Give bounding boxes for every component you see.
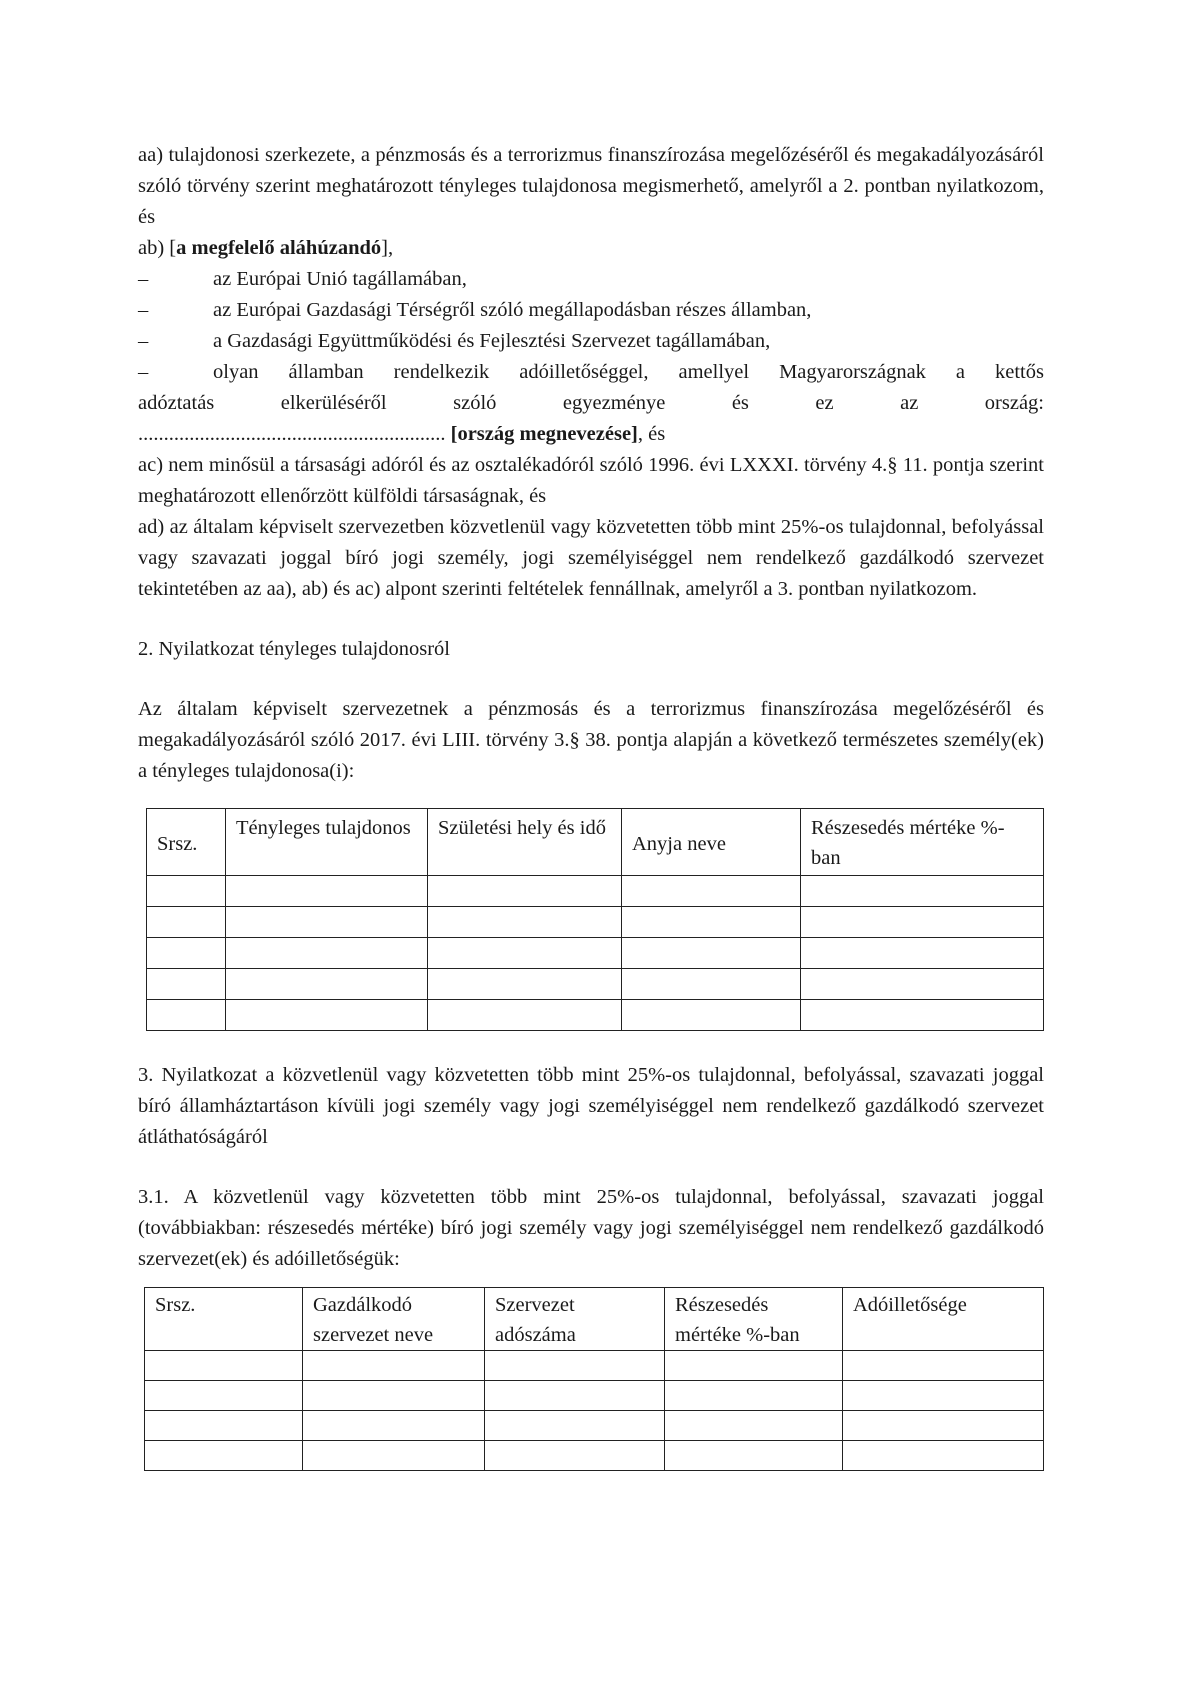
table-cell[interactable]: [147, 876, 226, 907]
table-cell[interactable]: [485, 1351, 665, 1381]
table-header-cell: Szervezet adószáma: [485, 1288, 665, 1351]
table-cell[interactable]: [303, 1381, 485, 1411]
table-cell[interactable]: [145, 1411, 303, 1441]
table-cell[interactable]: [843, 1381, 1044, 1411]
table-row: [145, 1441, 1044, 1471]
table-cell[interactable]: [428, 969, 622, 1000]
list-item: [138, 295, 1044, 326]
section-3-heading: 3. Nyilatkozat a közvetlenül vagy közvetetten több mint 25%-os tulajdonnal, befolyással, szavazati joggal bíró államháztartáson kívüli jogi személy vagy jogi személyiséggel nem rendelkező gazdálkodó szervezet átláthatóságáról: [138, 1064, 1044, 1148]
list-item-text: az Európai Unió tagállamában,: [213, 268, 467, 290]
table-cell[interactable]: [843, 1441, 1044, 1471]
table-cell[interactable]: [428, 876, 622, 907]
table-cell[interactable]: [622, 1000, 801, 1031]
table-cell[interactable]: [226, 938, 428, 969]
table-cell[interactable]: [147, 938, 226, 969]
table-header-cell: Srsz.: [145, 1288, 303, 1351]
table-cell[interactable]: [622, 907, 801, 938]
table-header-row: [147, 809, 1044, 876]
table-header-cell: Tényleges tulajdonos: [226, 809, 428, 876]
table-cell[interactable]: [665, 1441, 843, 1471]
country-dots: ............................................................: [138, 423, 446, 445]
list-item: [138, 264, 1044, 295]
list-item-text: olyan államban rendelkezik adóilletőséggel, amellyel Magyarországnak a kettős: [213, 361, 1044, 383]
table-cell[interactable]: [801, 876, 1044, 907]
table-cell[interactable]: [226, 1000, 428, 1031]
table-cell[interactable]: [665, 1411, 843, 1441]
table-cell[interactable]: [622, 876, 801, 907]
paragraph-aa: aa) tulajdonosi szerkezete, a pénzmosás és a terrorizmus finanszírozása megelőzéséről és megakadályozásáról szóló törvény szerint meghatározott tényleges tulajdonosa megismerhető, amelyről a 2. pontban nyilatkozom, és: [138, 144, 1044, 228]
country-label: [ország megnevezése]: [450, 423, 638, 445]
table-cell[interactable]: [801, 969, 1044, 1000]
table-cell[interactable]: [801, 1000, 1044, 1031]
table-header-cell: Adóilletősége: [843, 1288, 1044, 1351]
table-row: [145, 1351, 1044, 1381]
organization-table: [144, 1287, 1044, 1471]
beneficial-owner-table: [146, 808, 1044, 1031]
table-cell[interactable]: [147, 1000, 226, 1031]
table-cell[interactable]: [226, 907, 428, 938]
table-header-cell: Anyja neve: [622, 809, 801, 876]
dash-bullet: –: [138, 299, 149, 321]
table-cell[interactable]: [485, 1381, 665, 1411]
dash-bullet: –: [138, 330, 149, 352]
table-cell[interactable]: [622, 938, 801, 969]
dash-bullet: –: [138, 268, 149, 290]
table-cell[interactable]: [147, 907, 226, 938]
table-header-cell: Srsz.: [147, 809, 226, 876]
table-row: [145, 1411, 1044, 1441]
section-3-1-body: 3.1. A közvetlenül vagy közvetetten több mint 25%-os tulajdonnal, befolyással, szavazati joggal (továbbiakban: részesedés mértéke) bíró jogi személy vagy jogi személyiséggel nem rendelkező gazdálkodó szervezet(ek) és adóilletőségük:: [138, 1186, 1044, 1270]
table-header-cell: Gazdálkodó szervezet neve: [303, 1288, 485, 1351]
table-row: [147, 969, 1044, 1000]
document-page: [138, 140, 1044, 1471]
table-header-row: [145, 1288, 1044, 1351]
ab-bold-note: a megfelelő aláhúzandó: [176, 237, 382, 259]
ab-suffix: ],: [381, 237, 394, 259]
paragraph-ab: [138, 233, 1044, 264]
table-cell[interactable]: [147, 969, 226, 1000]
table-cell[interactable]: [622, 969, 801, 1000]
table-cell[interactable]: [665, 1351, 843, 1381]
table-row: [147, 876, 1044, 907]
table-header-cell: Részesedés mértéke %-ban: [665, 1288, 843, 1351]
table-header-cell: Részesedés mértéke %-ban: [801, 809, 1044, 876]
table-row: [147, 938, 1044, 969]
table-header-cell: Születési hely és idő: [428, 809, 622, 876]
table-cell[interactable]: [303, 1411, 485, 1441]
table-row: [147, 1000, 1044, 1031]
table-cell[interactable]: [485, 1411, 665, 1441]
paragraph-ac: ac) nem minősül a társasági adóról és az osztalékadóról szóló 1996. évi LXXXI. törvény 4.§ 11. pontja szerint meghatározott ellenőrzött külföldi társaságnak, és: [138, 454, 1044, 507]
country-line: [138, 419, 1044, 450]
section-2-heading: 2. Nyilatkozat tényleges tulajdonosról: [138, 638, 450, 660]
table-cell[interactable]: [145, 1441, 303, 1471]
country-suffix: , és: [637, 423, 666, 445]
table-cell[interactable]: [226, 876, 428, 907]
table-cell[interactable]: [145, 1351, 303, 1381]
table-row: [145, 1381, 1044, 1411]
list-item-text: az Európai Gazdasági Térségről szóló megállapodásban részes államban,: [213, 299, 812, 321]
table-cell[interactable]: [843, 1351, 1044, 1381]
table-cell[interactable]: [428, 1000, 622, 1031]
table-cell[interactable]: [303, 1441, 485, 1471]
table-cell[interactable]: [145, 1381, 303, 1411]
dash-bullet: –: [138, 361, 149, 383]
table-cell[interactable]: [801, 938, 1044, 969]
table-cell[interactable]: [428, 907, 622, 938]
table-cell[interactable]: [801, 907, 1044, 938]
table-row: [147, 907, 1044, 938]
paragraph-ad: ad) az általam képviselt szervezetben közvetlenül vagy közvetetten több mint 25%-os tulajdonnal, befolyással vagy szavazati joggal bíró jogi személy, jogi személyiséggel nem rendelkező gazdálkodó szervezet tekintetében az aa), ab) és ac) alpont szerinti feltételek fennállnak, amelyről a 3. pontban nyilatkozom.: [138, 516, 1044, 600]
list-item: [138, 326, 1044, 357]
list-item: [138, 357, 1044, 388]
table-cell[interactable]: [665, 1381, 843, 1411]
table-cell[interactable]: [303, 1351, 485, 1381]
table-cell[interactable]: [226, 969, 428, 1000]
list-item-text: a Gazdasági Együttműködési és Fejlesztési Szervezet tagállamában,: [213, 330, 771, 352]
ab-prefix: ab) [: [138, 237, 177, 259]
table-cell[interactable]: [485, 1441, 665, 1471]
section-2-body: Az általam képviselt szervezetnek a pénzmosás és a terrorizmus finanszírozása megelőzéséről és megakadályozásáról szóló 2017. évi LIII. törvény 3.§ 38. pontja alapján a következő természetes személy(ek) a tényleges tulajdonosa(i):: [138, 698, 1044, 782]
list-item-continuation: adóztatás elkerüléséről szóló egyezménye és ez az ország:: [138, 392, 1044, 414]
table-cell[interactable]: [843, 1411, 1044, 1441]
table-cell[interactable]: [428, 938, 622, 969]
